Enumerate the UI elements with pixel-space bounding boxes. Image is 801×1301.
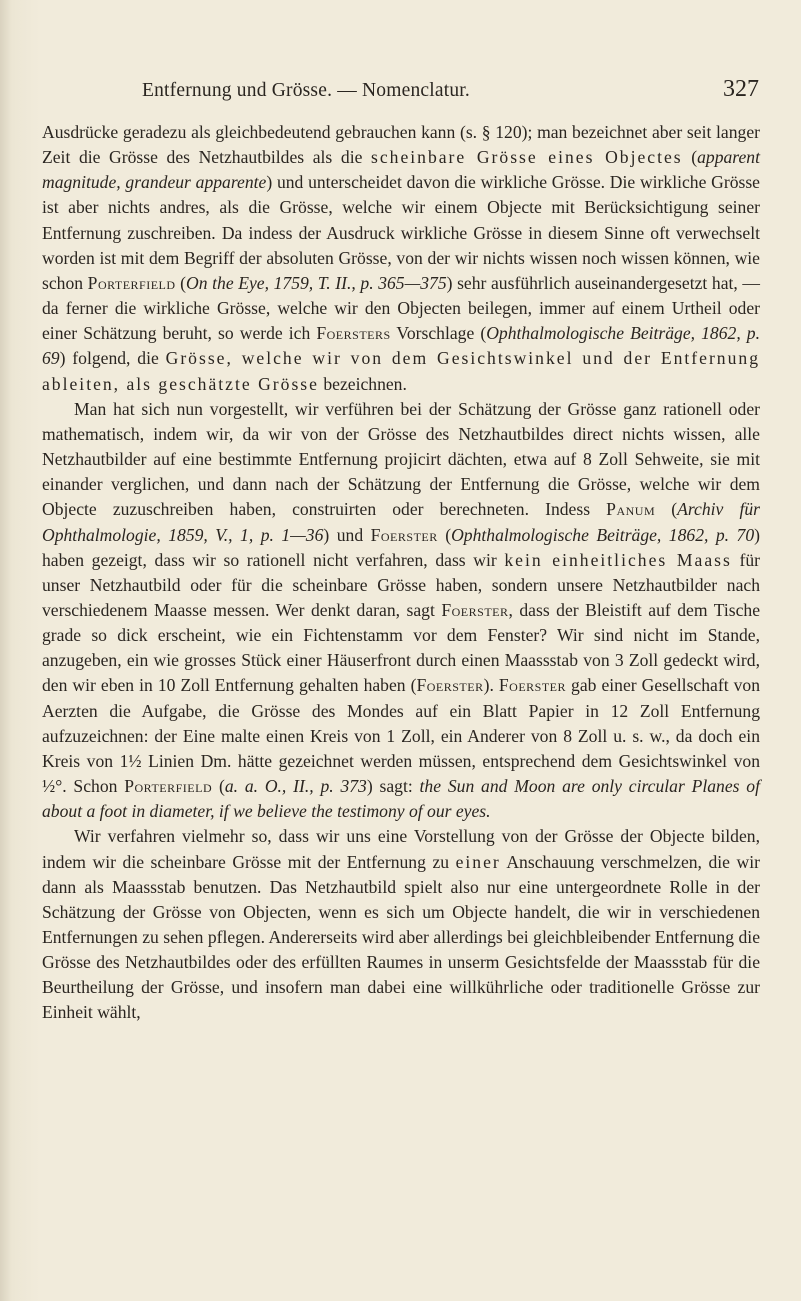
italic-text: a. a. O., II., p. 373	[224, 776, 367, 797]
text-run: ) und	[323, 524, 371, 545]
text-run: gab einer Gesellschaft von Aerzten die Aufgabe, die Grösse des Mondes auf ein Blatt Papier in 12 Zoll Entfernung aufzuzeichnen: der Eine malte einen Kreis von 1 Zoll, ein Anderer von 8 Zoll u. s. w., da doch ein Kreis von 1½ Linien Dm. hätte gezeichnet werden müssen, entsprechend dem Gesichtswinkel von ½°. Schon	[42, 675, 760, 797]
italic-text: apparent magnitude, grandeur apparente	[42, 147, 760, 193]
italic-text: On the Eye, 1759, T. II., p. 365—375	[186, 272, 447, 293]
text-run: ) sagt:	[366, 776, 420, 797]
page-header	[0, 76, 801, 110]
emphasized-text: kein einheitliches Maass	[504, 549, 732, 570]
author-name: Porterfield	[124, 776, 213, 797]
text-run: Vorschlage (	[390, 323, 487, 344]
text-run: Anschauung verschmelzen, die wir dann als Maassstab benutzen. Das Netzhautbild spielt also nur eine untergeordnete Rolle in der Schätzung der Grösse von Objecten, wenn es sich um Objecte handelt, die wir in verschiedenen Entfernungen zu sehen pflegen. Andererseits wird aber allerdings bei gleichbleibender Entfernung die Grösse des Netzhautbildes oder des erfüllten Raumes in unserm Gesichtsfelde der Maassstab für die Beurtheilung der Grösse, und insofern man dabei eine willkührliche oder traditionelle Grösse zur Einheit wählt,	[42, 851, 760, 1023]
text-run: (	[437, 524, 452, 545]
text-run: ) folgend, die	[59, 348, 166, 369]
text-run: , dass der Bleistift auf dem Tische grade so dick erscheint, wie ein Fichtenstamm vor dem Fenster? Wir sind nicht im Stande, anzugeben, ein wie grosses Stück einer Häuserfront durch einen Maassstab von 3 Zoll gedeckt wird, den wir eben in 10 Zoll Entfernung gehalten haben (	[42, 599, 760, 696]
text-run: Ausdrücke geradezu als gleichbedeutend gebrauchen kann (s. § 120); man bezeichnet aber seit langer Zeit die Grösse des Netzhautbildes als die	[42, 122, 760, 168]
emphasized-text: Grösse, welche wir von dem Gesichtswinkel und der Entfernung ableiten, als geschätzte Grösse	[42, 348, 760, 394]
italic-text: the Sun and Moon are only circular Planes of about a foot in diameter, if we believe the testimony of our eyes.	[42, 776, 760, 822]
text-run: für unser Netzhautbild oder für die scheinbare Grösse haben, sondern unsere Netzhautbilder nach verschiedenem Maasse messen. Wer denkt daran, sagt	[42, 549, 760, 620]
paragraph-2	[42, 397, 760, 825]
text-run: Wir verfahren vielmehr so, dass wir uns eine Vorstellung von der Grösse der Objecte bilden, indem wir die scheinbare Grösse mit der Entfernung zu	[42, 826, 760, 872]
author-name: Panum	[606, 499, 656, 520]
author-name: Foerster	[441, 599, 509, 620]
text-run: ).	[483, 675, 499, 696]
author-name: Foersters	[316, 323, 391, 344]
running-head: Entfernung und Grösse. — Nomenclatur.	[142, 80, 470, 101]
italic-text: Archiv für Ophthalmologie, 1859, V., 1, p. 1—36	[42, 499, 760, 545]
text-run: (	[655, 499, 678, 520]
text-run: Man hat sich nun vorgestellt, wir verführen bei der Schätzung der Grösse ganz rationell oder mathematisch, indem wir, da wir von der Grösse des Netzhautbildes direct nichts wissen, alle Netzhautbilder auf eine bestimmte Entfernung projicirt dächten, etwa auf 8 Zoll Sehweite, sie mit einander verglichen, und dann nach der Schätzung der Entfernung die Grösse, welche wir dem Objecte zuzuschreiben haben, construirten oder berechneten. Indess	[42, 398, 760, 520]
author-name: Foerster	[498, 675, 566, 696]
text-run: (	[212, 776, 225, 797]
text-run: ) sehr ausführlich auseinandergesetzt hat, — da ferner die wirkliche Grösse, welche wir den Objecten beilegen, immer auf einem Urtheil oder einer Schätzung beruht, so werde ich	[42, 272, 760, 344]
emphasized-text: einer	[455, 851, 501, 872]
author-name: Foerster	[370, 524, 438, 545]
page-number: 327	[723, 76, 759, 102]
text-run: (	[682, 147, 698, 168]
text-run: ) und unterscheidet davon die wirkliche Grösse. Die wirkliche Grösse ist aber nichts andres, als die Grösse, welche wir einem Objecte mit Berücksichtigung seiner Entfernung zuschreiben. Da indess der Ausdruck wirkliche Grösse in diesem Sinne oft verwechselt worden ist mit dem Begriff der absoluten Grösse, von der wir nichts wissen noch wissen können, wie schon	[42, 172, 760, 293]
emphasized-text: scheinbare Grösse eines Objectes	[371, 147, 683, 168]
paragraph-1	[42, 120, 760, 397]
text-run: ) haben gezeigt, dass wir so rationell nicht verfahren, dass wir	[42, 524, 760, 570]
text-run: bezeichnen.	[318, 373, 407, 394]
italic-text: Ophthalmologische Beiträge, 1862, p. 69	[42, 323, 760, 369]
author-name: Porterfield	[87, 272, 176, 293]
author-name: Foerster	[416, 675, 484, 696]
italic-text: Ophthalmologische Beiträge, 1862, p. 70	[451, 524, 755, 545]
text-run: (	[175, 272, 187, 293]
body-text	[42, 120, 760, 1026]
paragraph-3	[42, 824, 760, 1025]
